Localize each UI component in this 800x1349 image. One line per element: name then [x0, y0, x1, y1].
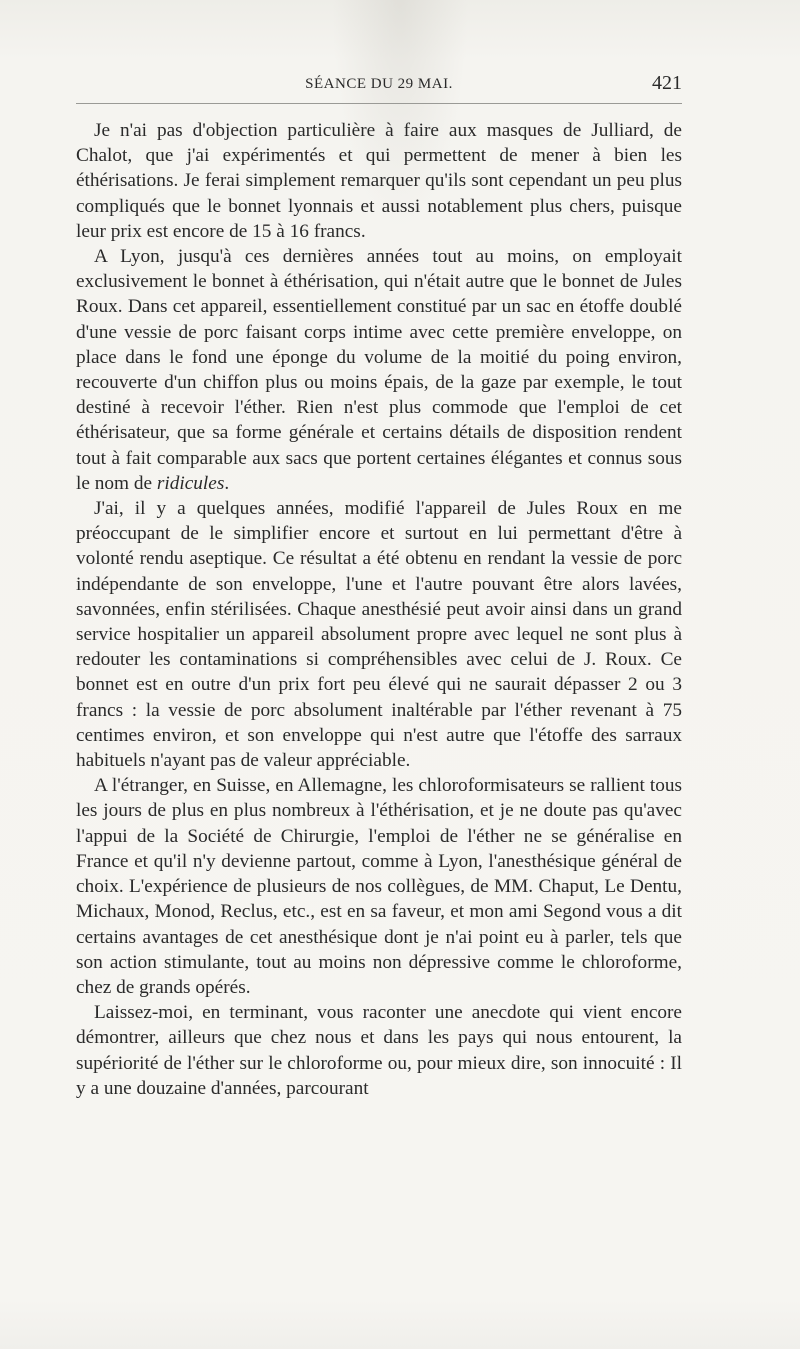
running-title: SÉANCE DU 29 MAI.: [305, 76, 453, 92]
paragraph-1: Je n'ai pas d'objection particulière à faire aux masques de Julliard, de Chalot, que j'ai expérimentés et qui permettent de mener à bien les éthérisations. Je ferai simplement remarquer qu'ils sont cependant un peu plus compliqués que le bonnet lyonnais et aussi notablement plus chers, puisque leur prix est encore de 15 à 16 francs.: [76, 120, 682, 242]
page-number: 421: [652, 72, 682, 94]
body-text: [76, 118, 682, 1101]
paragraph-2-end: .: [224, 472, 230, 494]
paragraph-3: J'ai, il y a quelques années, modifié l'appareil de Jules Roux en me préoccupant de le simplifier encore et surtout en lui permettant d'être à volonté rendu aseptique. Ce résultat a été obtenu en rendant la vessie de porc indépendante de son enveloppe, l'une et l'autre pouvant être alors lavées, savonnées, enfin stérilisées. Chaque anesthésié peut avoir ainsi dans un grand service hospitalier un appareil absolument propre avec lequel ne sont plus à redouter les contaminations si compréhensibles avec celui de J. Roux. Ce bonnet est en outre d'un prix fort peu élevé qui ne saurait dépasser 2 ou 3 francs : la vessie de porc absolument inaltérable par l'éther revenant à 75 centimes environ, et son enveloppe qui n'est autre que l'étoffe des sarraux habituels n'ayant pas de valeur appréciable.: [76, 498, 682, 772]
paragraph-5: Laissez-moi, en terminant, vous raconter une anecdote qui vient encore démontrer, ailleurs que chez nous et dans les pays qui nous entourent, la supériorité de l'éther sur le chloroforme ou, pour mieux dire, son innocuité : Il y a une douzaine d'années, parcourant: [76, 1002, 682, 1099]
italic-term-ridicules: ridicules: [156, 472, 225, 494]
paragraph-4: A l'étranger, en Suisse, en Allemagne, les chloroformisateurs se rallient tous les jours de plus en plus nombreux à l'éthérisation, et je ne doute pas qu'avec l'appui de la Société de Chirurgie, l'emploi de l'éther ne se généralise en France et qu'il n'y devienne partout, comme à Lyon, l'anesthésique général de choix. L'expérience de plusieurs de nos collègues, de MM. Chaput, Le Dentu, Michaux, Monod, Reclus, etc., est en sa faveur, et mon ami Segond vous a dit certains avantages de cet anesthésique dont je n'ai point eu à parler, tels que son action stimulante, tout au moins non dépressive comme le chloroforme, chez de grands opérés.: [76, 775, 682, 998]
page-header: [76, 72, 682, 98]
header-rule: [76, 103, 682, 104]
paragraph-2-text: A Lyon, jusqu'à ces dernières années tout au moins, on employait exclusivement le bonnet à éthérisation, qui n'était autre que le bonnet de Jules Roux. Dans cet appareil, essentiellement constitué par un sac en étoffe doublé d'une vessie de porc faisant corps intime avec cette première enveloppe, on place dans le fond une éponge du volume de la moitié du poing environ, recouverte d'un chiffon plus ou moins épais, de la gaze par exemple, le tout destiné à recevoir l'éther. Rien n'est plus commode que l'emploi de cet éthérisateur, que sa forme générale et certains détails de disposition rendent tout à fait comparable aux sacs que portent certaines élégantes et connus sous le nom de: [76, 246, 682, 494]
paragraph-2: [76, 244, 682, 496]
